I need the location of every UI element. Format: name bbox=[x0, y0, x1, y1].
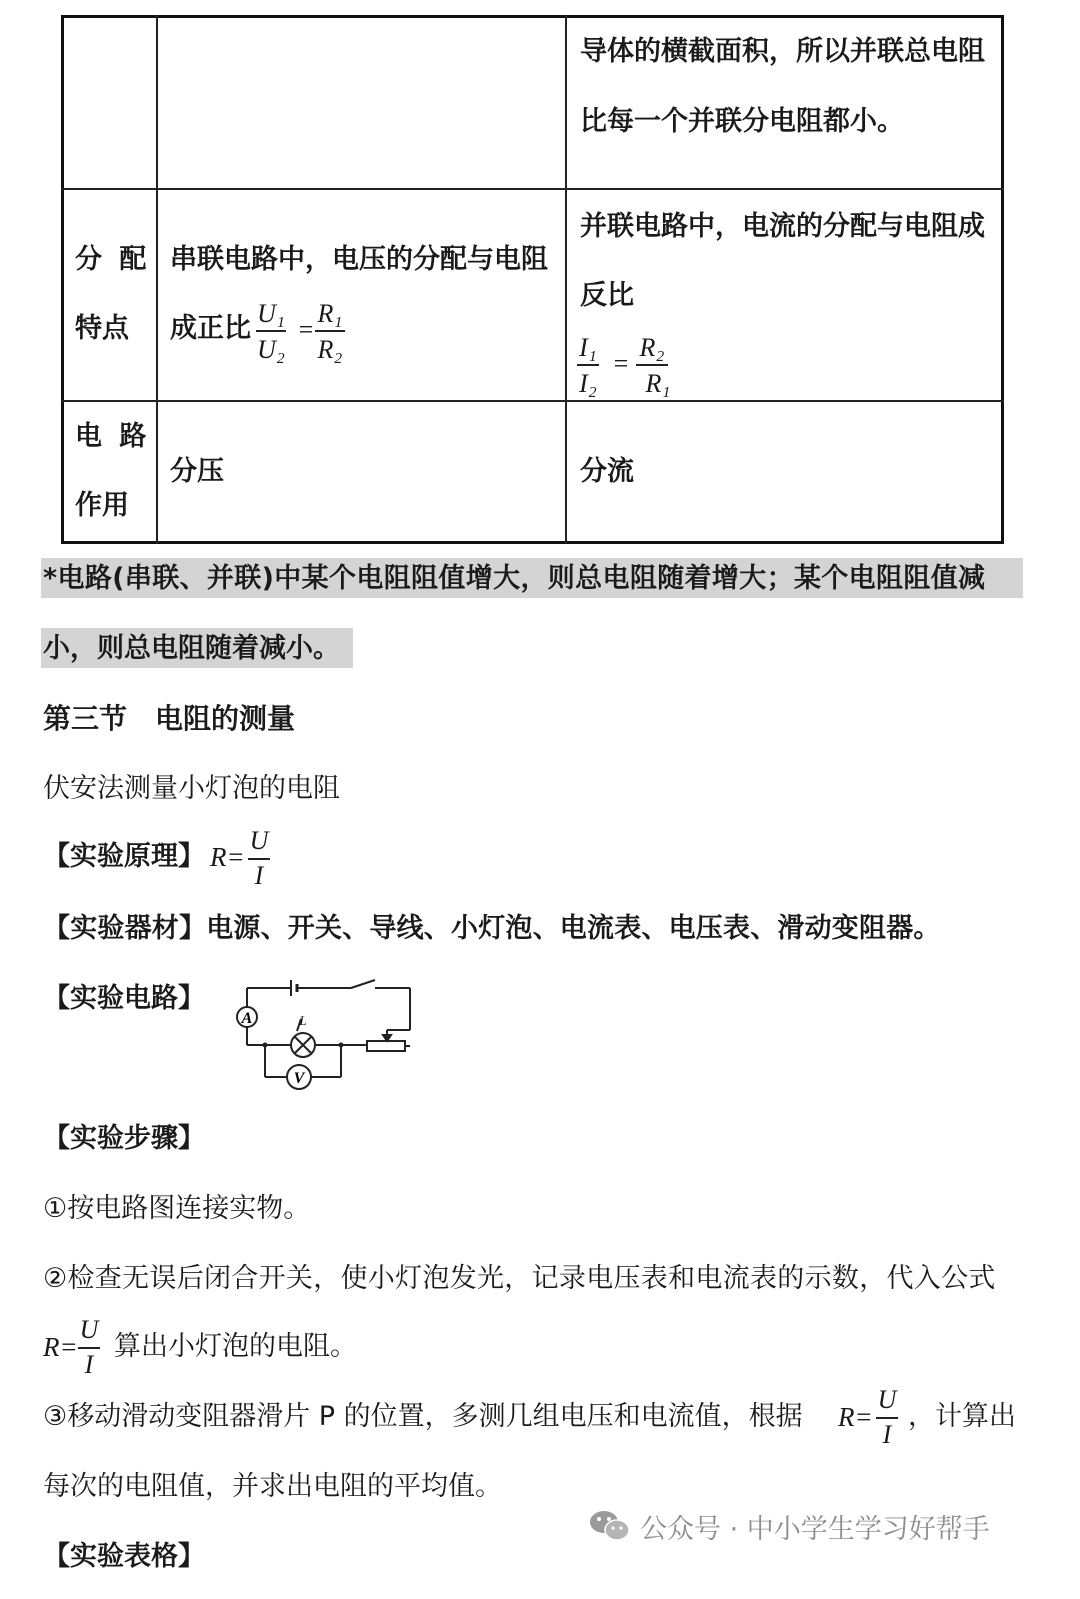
table-row-label: 分 配 bbox=[75, 244, 151, 275]
formula-equals: = bbox=[613, 349, 629, 378]
table-cell-series-text: 分压 bbox=[170, 456, 224, 487]
step-2-line2: 算出小灯泡的电阻。 bbox=[114, 1331, 357, 1362]
equipment-text: 【实验器材】电源、开关、导线、小灯泡、电流表、电压表、滑动变阻器。 bbox=[43, 913, 941, 944]
formula-numerator: U bbox=[249, 826, 269, 855]
fraction-bar bbox=[636, 364, 668, 366]
table-cell-series-text: 成正比 bbox=[170, 313, 251, 344]
table-cell-parallel-text: 分流 bbox=[580, 456, 634, 487]
formula-denominator: U₂ bbox=[257, 335, 285, 364]
circuit-label: 【实验电路】 bbox=[43, 983, 205, 1014]
note-text: *电路(串联、并联)中某个电阻阻值增大，则总电阻随着增大；某个电阻阻值减 bbox=[43, 563, 986, 594]
fraction-bar bbox=[315, 330, 345, 332]
formula-denominator: I bbox=[254, 861, 264, 890]
voltmeter-label: V bbox=[293, 1070, 305, 1087]
formula-numerator: U bbox=[79, 1315, 99, 1344]
formula-equals: = bbox=[298, 315, 314, 344]
table-section-label: 【实验表格】 bbox=[43, 1541, 205, 1572]
formula-numerator: U₁ bbox=[257, 299, 285, 328]
wechat-icon bbox=[588, 1509, 632, 1543]
table-row-label: 电 路 bbox=[75, 421, 151, 452]
formula-denominator: I bbox=[84, 1350, 94, 1379]
step-3-suffix: ，计算出 bbox=[908, 1401, 1016, 1432]
step-1: ①按电路图连接实物。 bbox=[43, 1193, 311, 1224]
table-row-label: 特点 bbox=[75, 313, 129, 344]
fraction-bar bbox=[78, 1347, 100, 1349]
step-3-formula-lhs: R= bbox=[838, 1402, 873, 1432]
formula-numerator: R₁ bbox=[317, 299, 343, 328]
table-row-divider bbox=[61, 400, 1004, 402]
section-subtitle: 伏安法测量小灯泡的电阻 bbox=[43, 773, 340, 804]
ammeter-label: A bbox=[241, 1010, 253, 1027]
table-cell-parallel-text: 导体的横截面积，所以并联总电阻 bbox=[580, 36, 985, 67]
fraction-bar bbox=[256, 330, 286, 332]
fraction-bar bbox=[876, 1417, 898, 1419]
step-3-line2: 每次的电阻值，并求出电阻的平均值。 bbox=[43, 1471, 502, 1502]
table-row-label: 作用 bbox=[75, 490, 129, 521]
table-cell-parallel-text: 比每一个并联分电阻都小。 bbox=[580, 106, 904, 137]
formula-numerator: U bbox=[877, 1385, 897, 1414]
step-2-line1: ②检查无误后闭合开关，使小灯泡发光，记录电压表和电流表的示数，代入公式 bbox=[43, 1263, 996, 1294]
watermark-text: 公众号 · 中小学生学习好帮手 bbox=[640, 1513, 990, 1545]
step-2-formula-lhs: R= bbox=[43, 1332, 78, 1362]
table-col-divider bbox=[156, 15, 158, 544]
watermark bbox=[588, 1508, 990, 1544]
fraction-bar bbox=[248, 858, 270, 860]
principle-label: 【实验原理】 bbox=[43, 841, 205, 872]
formula-numerator: I₁ bbox=[579, 333, 597, 362]
principle-formula-lhs: R= bbox=[210, 842, 245, 872]
step-3-line1: ③移动滑动变阻器滑片 P 的位置，多测几组电压和电流值，根据 bbox=[43, 1401, 803, 1432]
section-title: 第三节 电阻的测量 bbox=[43, 702, 296, 735]
formula-denominator: R₂ bbox=[317, 335, 343, 364]
table-row-divider bbox=[61, 188, 1004, 190]
fraction-bar bbox=[577, 364, 599, 366]
steps-label: 【实验步骤】 bbox=[43, 1123, 205, 1154]
formula-denominator: I bbox=[882, 1420, 892, 1449]
formula-denominator: I₂ bbox=[579, 369, 597, 398]
table-cell-parallel-text: 并联电路中，电流的分配与电阻成 bbox=[580, 211, 985, 242]
table-col-divider bbox=[565, 15, 567, 544]
circuit-diagram bbox=[225, 975, 420, 1095]
formula-numerator: R₂ bbox=[639, 333, 665, 362]
lamp-label: L bbox=[299, 1013, 307, 1028]
note-text: 小，则总电阻随着减小。 bbox=[43, 633, 340, 664]
table-cell-series-text: 串联电路中，电压的分配与电阻 bbox=[170, 244, 548, 275]
formula-denominator: R₁ bbox=[645, 369, 671, 398]
table-cell-parallel-text: 反比 bbox=[580, 280, 634, 311]
